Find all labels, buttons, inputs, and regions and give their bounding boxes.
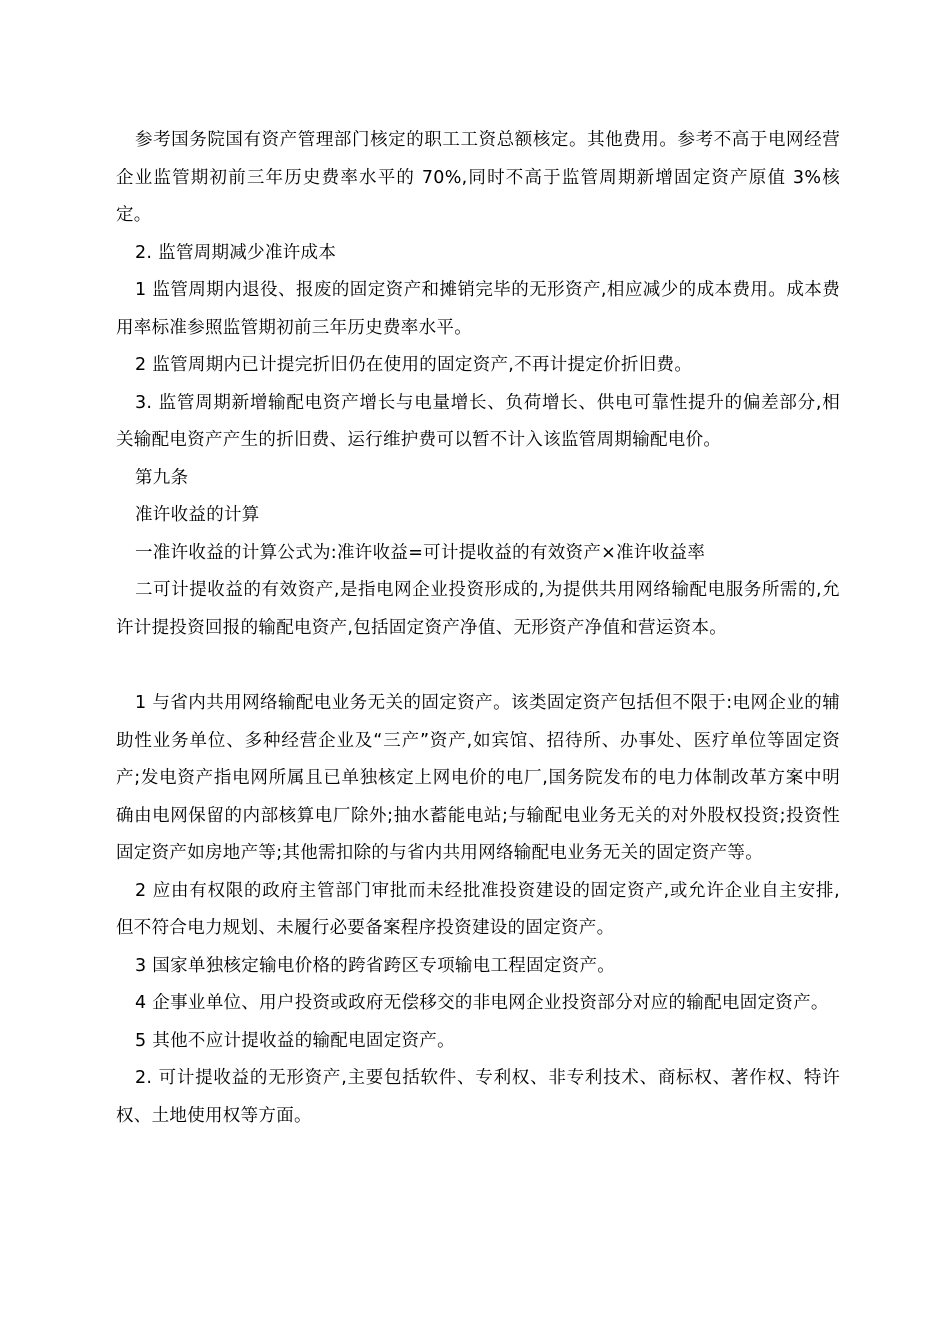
paragraph-gap [116,647,840,685]
paragraph-return-formula: 一准许收益的计算公式为:准许收益=可计提收益的有效资产×准许收益率 [135,542,706,563]
paragraph-other-costs: 参考国务院国有资产管理部门核定的职工工资总额核定。其他费用。参考不高于电网经营企业监管期初前三年历史费率水平的 70%,同时不高于监管周期新增固定资产原值 3%核定。 [116,130,840,225]
paragraph-retired-assets: 1 监管周期内退役、报废的固定资产和摊销完毕的无形资产,相应减少的成本费用。成本费用率标准参照监管期初前三年历史费率水平。 [116,280,840,338]
paragraph-new-assets-deviation: 3. 监管周期新增输配电资产增长与电量增长、负荷增长、供电可靠性提升的偏差部分,相关输配电资产产生的折旧费、运行维护费可以暂不计入该监管周期输配电价。 [116,392,840,450]
section-title-allowed-return: 准许收益的计算 [135,505,260,525]
paragraph-effective-assets: 二可计提收益的有效资产,是指电网企业投资形成的,为提供共用网络输配电服务所需的,允许计提投资回报的输配电资产,包括固定资产净值、无形资产净值和营运资本。 [116,580,840,638]
document-body [116,122,840,1135]
paragraph-interprovincial-projects: 3 国家单独核定输电价格的跨省跨区专项输电工程固定资产。 [135,955,616,976]
paragraph-other-assets: 5 其他不应计提收益的输配电固定资产。 [135,1030,455,1051]
paragraph-user-investment: 4 企事业单位、用户投资或政府无偿移交的非电网企业投资部分对应的输配电固定资产。 [135,993,829,1013]
heading-reduce-allowed-cost: 2. 监管周期减少准许成本 [135,242,337,263]
paragraph-unrelated-assets: 1 与省内共用网络输配电业务无关的固定资产。该类固定资产包括但不限于:电网企业的辅助性业务单位、多种经营企业及“三产”资产,如宾馆、招待所、办事处、医疗单位等固定资产;发电资产指电网所属且已单独核定上网电价的电厂,国务院发布的电力体制改革方案中明确由电网保留的内部核算电厂除外;抽水蓄能电站;与输配电业务无关的对外股权投资;投资性固定资产如房地产等;其他需扣除的与省内共用网络输配电业务无关的固定资产等。 [116,693,840,863]
paragraph-unapproved-assets: 2 应由有权限的政府主管部门审批而未经批准投资建设的固定资产,或允许企业自主安排,但不符合电力规划、未履行必要备案程序投资建设的固定资产。 [116,880,840,938]
paragraph-intangible-assets: 2. 可计提收益的无形资产,主要包括软件、专利权、非专利技术、商标权、著作权、特许权、土地使用权等方面。 [116,1068,840,1126]
article-nine-heading: 第九条 [135,467,189,488]
paragraph-fully-depreciated: 2 监管周期内已计提完折旧仍在使用的固定资产,不再计提定价折旧费。 [135,355,693,375]
